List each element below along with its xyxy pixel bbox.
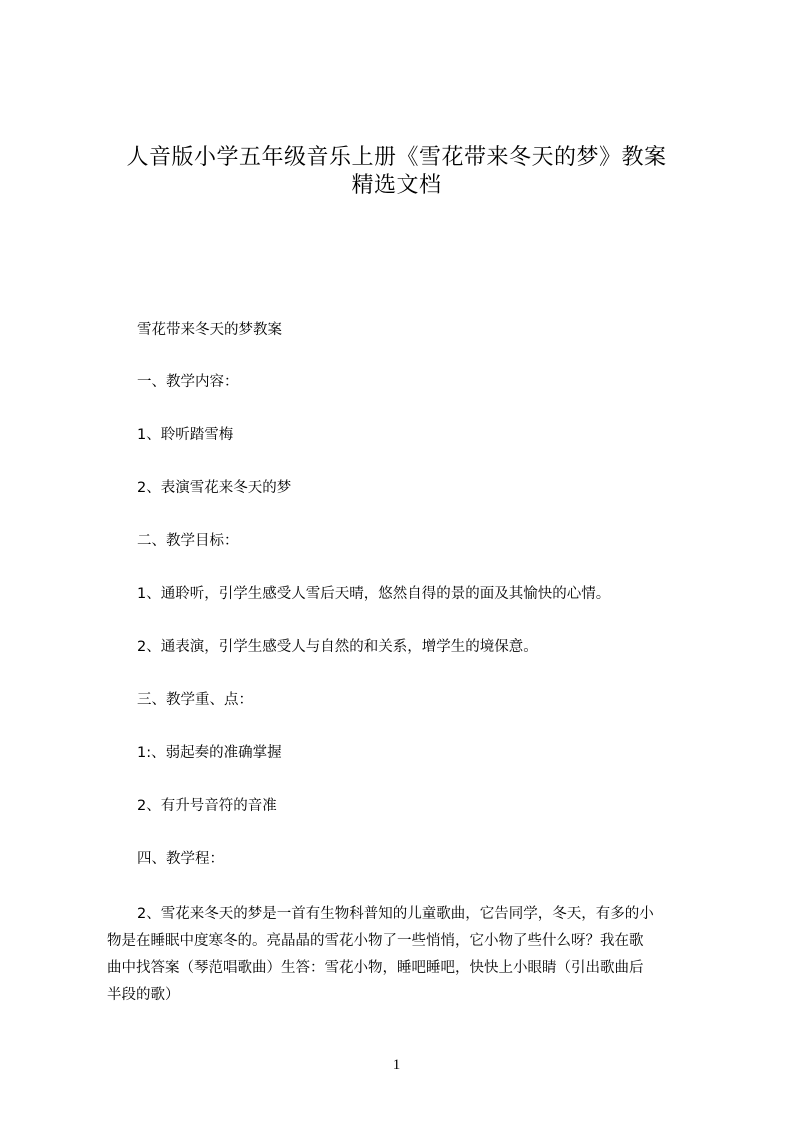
content-item-2: 2、表演雪花来冬天的梦	[137, 480, 292, 496]
process-paragraph-line-4: 半段的歌）	[107, 987, 180, 1003]
goal-item-2: 2、通表演，引学生感受人与自然的和关系，增学生的境保意。	[137, 639, 538, 655]
heading-teaching-goals: 二、教学目标：	[137, 533, 239, 549]
key-point-item-2: 2、有升号音符的音准	[137, 798, 277, 814]
page-number: 1	[392, 1057, 401, 1073]
content-item-1: 1、聆听踏雪梅	[137, 427, 234, 443]
document-title-line-2: 精选文档	[351, 173, 442, 198]
process-paragraph-line-1: 2、雪花来冬天的梦是一首有生物科普知的儿童歌曲，它告同学，冬天，有多的小	[137, 906, 654, 922]
process-paragraph-line-2: 物是在睡眠中度寒冬的。亮晶晶的雪花小物了一些悄悄，它小物了些什么呀？我在歌	[107, 933, 644, 949]
heading-key-points: 三、教学重、点：	[137, 692, 253, 708]
goal-item-1: 1、通聆听，引学生感受人雪后天晴，悠然自得的景的面及其愉快的心情。	[137, 586, 611, 602]
heading-teaching-process: 四、教学程：	[137, 851, 224, 867]
process-paragraph-line-3: 曲中找答案（琴范唱歌曲）生答：雪花小物，睡吧睡吧，快快上小眼睛（引出歌曲后	[107, 960, 644, 976]
document-title-line-1: 人音版小学五年级音乐上册《雪花带来冬天的梦》教案	[126, 145, 667, 170]
heading-teaching-content: 一、教学内容：	[137, 374, 239, 390]
section-heading: 雪花带来冬天的梦教案	[137, 322, 282, 338]
key-point-item-1: 1:、弱起奏的准确掌握	[137, 745, 282, 761]
